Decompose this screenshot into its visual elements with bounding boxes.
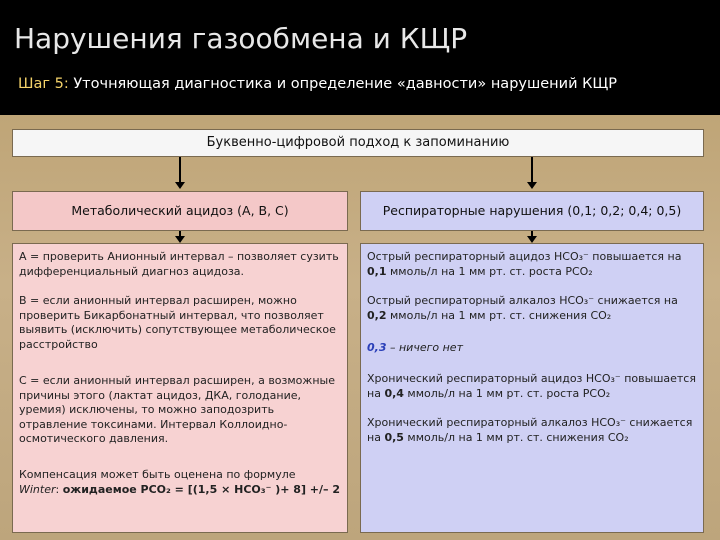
arrow-left-top [179,157,181,183]
acute-resp-acidosis [367,250,699,279]
r2-text-a: Острый респираторный алкалоз HCO₃⁻ снижается на [367,294,678,307]
metabolic-acidosis-header: Метаболический ацидоз (A, B, C) [12,191,348,231]
r1-text-a: Острый респираторный ацидоз HCO₃⁻ повышается на [367,250,682,263]
item-b: B = если анионный интервал расширен, можно проверить Бикарбонатный интервал, что позволяет выявить (исключить) сопутствующее метаболическое расстройство [19,294,336,351]
r2-number: 0,2 [367,308,387,322]
r5-text-a: Хронический респираторный алкалоз HCO₃⁻ снижается на [367,416,693,444]
arrow-right-mid [531,231,533,237]
respiratory-panel [360,243,704,533]
r5-text-b: ммоль/л на 1 мм рт. ст. снижения CO₂ [403,430,629,444]
compensation-note [19,468,341,497]
r4-text-a: Хронический респираторный ацидоз HCO₃⁻ повышается на [367,372,696,400]
r1-text-b: ммоль/л на 1 мм рт. ст. роста PCO₂ [386,264,593,278]
r2-text-b: ммоль/л на 1 мм рт. ст. снижения CO₂ [386,308,612,322]
step-text: Уточняющая диагностика и определение «давности» нарушений КЩР [68,76,618,92]
r4-text-b: ммоль/л на 1 мм рт. ст. роста PCO₂ [403,386,611,400]
compensation-line: Компенсация может быть оценена по формуле [19,468,296,481]
item-c: C = если анионный интервал расширен, а возможные причины этого (лактат ацидоз, ДКА, голодание, уремия) исключены, то можно заподозрить отравление токсинами. Интервал Коллоидно-осмотического давления. [19,374,335,445]
diagram-area [0,115,720,540]
chronic-resp-acidosis [367,372,699,401]
r3-number: 0,3 [367,341,387,354]
r5-number: 0,5 [384,430,404,444]
arrow-left-mid [179,231,181,237]
r1-number: 0,1 [367,264,387,278]
step-subtitle [18,76,617,92]
header-bar [0,0,720,112]
chronic-resp-alkalosis [367,416,699,445]
winter-colon: : [55,482,63,496]
nothing-item [367,341,699,356]
r3-text: – ничего нет [386,341,463,354]
arrow-right-top [531,157,533,183]
step-label: Шаг 5: [18,76,69,92]
winter-label: Winter [19,482,56,496]
winter-formula: ожидаемое PCO₂ = [(1,5 × HCO₃⁻ )+ 8] +/– 2 [62,482,341,496]
respiratory-disorders-header: Респираторные нарушения (0,1; 0,2; 0,4; 0,5) [360,191,704,231]
r4-number: 0,4 [384,386,404,400]
approach-box: Буквенно-цифровой подход к запоминанию [12,129,704,157]
metabolic-acidosis-panel [12,243,348,533]
acute-resp-alkalosis [367,294,699,323]
item-a: A = проверить Анионный интервал – позволяет сузить дифференциальный диагноз ацидоза. [19,250,339,278]
page-title: Нарушения газообмена и КЩР [14,22,468,55]
